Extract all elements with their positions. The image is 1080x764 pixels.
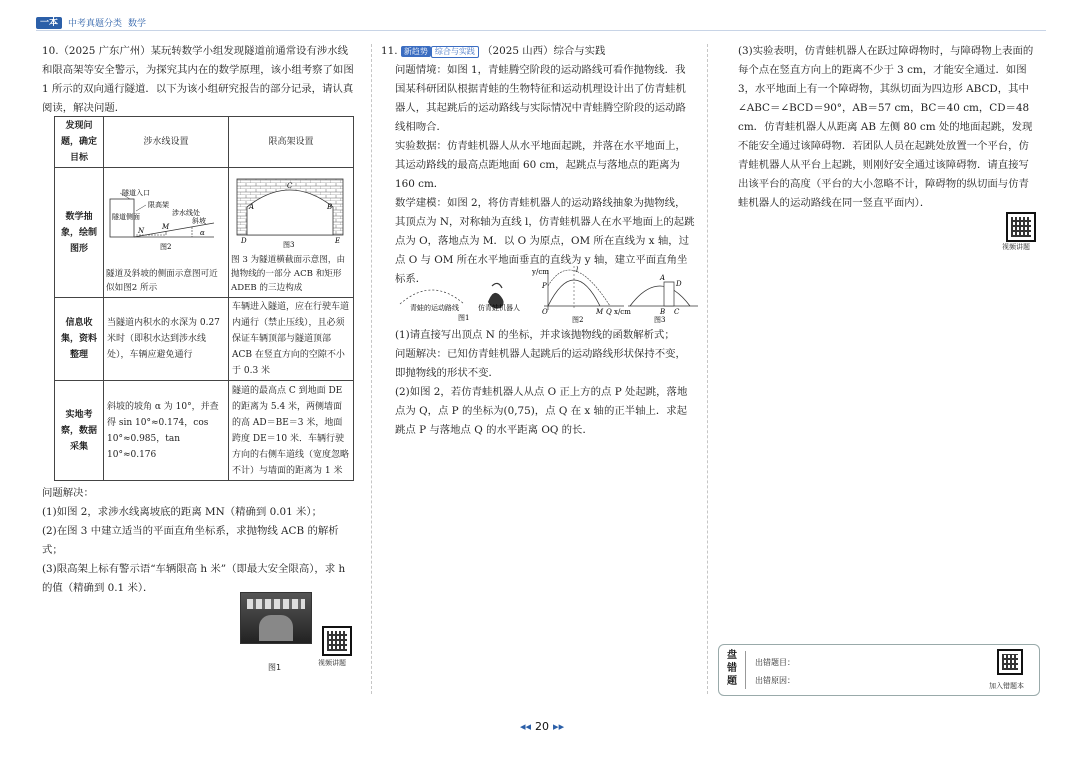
- q11-axis-y: y/cm: [532, 268, 549, 276]
- q11-axis-x: x/cm: [614, 308, 631, 316]
- fig3-point-a: A: [249, 203, 255, 211]
- fig3-caption: 图3: [283, 241, 295, 249]
- q11-figures: [392, 266, 708, 326]
- table-row-label: 实地考察，数据采集: [55, 381, 104, 481]
- q11-sub2: (2)如图 2，若仿青蛙机器人从点 O 正上方的点 P 处起跳，落地点为 Q，点 P 的坐标为(0,75)，点 Q 在 x 轴的正半轴上．求起跳点 P 与落地点 Q 的水平距离 OQ 的长．: [395, 386, 688, 436]
- video-label: 视频讲题: [318, 659, 346, 667]
- errbox-divider: [745, 651, 746, 689]
- table-cell-fig2: [104, 168, 229, 298]
- q11-fig2-caption: 图2: [572, 316, 584, 324]
- table-cell: 当隧道内积水的水深为 0.27 米时（即积水达到涉水线处），车辆应避免通行: [104, 298, 229, 381]
- page-number-value: 20: [535, 720, 550, 733]
- q10-fig1-caption: 图1: [268, 663, 282, 672]
- fig2-description: 隧道及斜坡的侧面示意图可近似如图2 所示: [106, 269, 218, 293]
- q10-tunnel-photo: [240, 592, 312, 644]
- q11-paragraph: 问题情境：如图 1，青蛙腾空阶段的运动路线可看作抛物线．我国某科研团队根据青蛙的生物特征和运动机理设计出了仿青蛙机器人，其起跳后的运动路线与实际情况中青蛙腾空阶段的运动路线相吻合．: [395, 64, 686, 133]
- q11-fig1-caption: 图1: [458, 314, 470, 322]
- fig2-label: 隧道侧面: [112, 213, 140, 221]
- header-rule: [36, 30, 1046, 31]
- q11-sub1b: 问题解决：已知仿青蛙机器人起跳后的运动路线形状保持不变，即抛物线的形状不变．: [395, 348, 686, 379]
- fig2-label: 限高架: [148, 201, 169, 209]
- qr-code-icon[interactable]: [322, 626, 352, 656]
- fig2-caption: 图2: [160, 243, 172, 251]
- q11-fig1-label: 青蛙的运动路线: [410, 304, 459, 312]
- q11-paragraph: 实验数据：仿青蛙机器人从水平地面起跳，并落在水平地面上，其运动路线的最高点距地面 60 cm，起跳点与落地点的距离为 160 cm．: [395, 140, 686, 190]
- q11-point-l: l: [576, 266, 579, 274]
- question-10: [42, 42, 356, 118]
- q11-title: [381, 42, 695, 61]
- errbox-label: 出错题目：: [755, 658, 795, 667]
- q11-fig3-point-c: C: [674, 308, 680, 316]
- q11-tag-practice: 综合与实践: [431, 46, 479, 58]
- q10-table-wrap: [54, 116, 354, 481]
- q11-point-o: O: [542, 308, 548, 316]
- video-label: 视频讲题: [1002, 243, 1030, 251]
- q11-number: 11.: [381, 45, 398, 57]
- q10-solution: [42, 484, 356, 598]
- fig3-description: 图 3 为隧道横截面示意图，由抛物线的一部分 ACB 和矩形 ADEB 的三边构成: [231, 255, 346, 293]
- fig2-point-n: N: [138, 227, 145, 235]
- fig3-point-b: B: [327, 203, 333, 211]
- table-header-cell: 涉水线设置: [104, 117, 229, 168]
- table-header-cell: 限高架设置: [229, 117, 354, 168]
- q11-fig1-label: 仿青蛙机器人: [478, 304, 520, 312]
- q10-sub2: (2)在图 3 中建立适当的平面直角坐标系，求抛物线 ACB 的解析式；: [42, 525, 339, 556]
- q11-source: （2025 山西）综合与实践: [482, 45, 606, 57]
- q11-fig3-point-a: A: [660, 274, 666, 282]
- q11-tag-trend: 新趋势: [401, 46, 431, 57]
- fig3-point-e: E: [335, 237, 341, 245]
- table-row-label: 信息收集，资料整理: [55, 298, 104, 381]
- figure-2-slope-diagram: [106, 187, 218, 267]
- column-divider: [707, 44, 708, 694]
- errbox-label: 出错原因：: [755, 676, 795, 685]
- table-header-cell: 发现问题，确定目标: [55, 117, 104, 168]
- table-cell: 斜坡的坡角 α 为 10°，并查得 sin 10°≈0.174，cos 10°≈0.985，tan 10°≈0.176: [104, 381, 229, 481]
- header-badge: 一本: [36, 17, 62, 29]
- page-header: [36, 16, 146, 29]
- error-review-box: [718, 644, 1040, 696]
- chevron-right-icon: ▸▸: [553, 720, 565, 733]
- fig3-point-c: C: [287, 182, 293, 190]
- q11-continued: [738, 42, 1038, 213]
- chevron-left-icon: ◂◂: [520, 720, 532, 733]
- column-divider: [371, 44, 372, 694]
- q11-fig3-caption: 图3: [654, 316, 666, 324]
- q10-intro: 10.（2025 广东广州）某玩转数学小组发现隧道前通常设有涉水线和限高架等安全警示，为探究其内在的数学原理，该小组考察了如图 1 所示的双向通行隧道．以下为该小组研究报告的部分记录，请认真阅读，解决问题．: [42, 45, 354, 114]
- fig2-label: 隧道入口: [122, 189, 150, 197]
- figure-3-tunnel-diagram: [231, 177, 349, 253]
- q11-paragraph: 数学建模：如图 2，将仿青蛙机器人的运动路线抽象为抛物线，其顶点为 N，对称轴为直线 l，仿青蛙机器人在水平地面上的起跳点为 O，落地点为 M．以 O 为原点，OM 所在直线为 x 轴，过点 O 与 OM 所在水平地面垂直的直线为 y 轴，建立平面直角坐标系．: [395, 197, 695, 285]
- errbox-add-label[interactable]: 加入错题本: [989, 682, 1024, 690]
- q10-sub1: (1)如图 2，求涉水线离坡底的距离 MN（精确到 0.01 米）；: [42, 506, 323, 518]
- table-cell: 隧道的最高点 C 到地面 DE 的距离为 5.4 米，两侧墙面的高 AD＝BE＝3 米，地面跨度 DE＝10 米．车辆行驶方向的右侧车道线（宽度忽略不计）与墙面的距离为 1 米: [229, 381, 354, 481]
- question-11: [381, 42, 695, 289]
- fig2-label: 斜坡: [192, 217, 206, 225]
- q11-point-q: Q: [606, 308, 612, 316]
- q10-solve-title: 问题解决：: [42, 487, 94, 499]
- fig2-angle: α: [200, 229, 205, 237]
- table-cell: 车辆进入隧道，应在行驶车道内通行（禁止压线），且必须保证车辆顶部与隧道顶部 ACB 在竖直方向的空隙不小于 0.3 米: [229, 298, 354, 381]
- q11-point-p: P: [542, 282, 547, 290]
- q11-sub3: (3)实验表明，仿青蛙机器人在跃过障碍物时，与障碍物上表面的每个点在竖直方向上的距离不少于 3 cm，才能安全通过．如图 3，水平地面上有一个障碍物，其纵切面为四边形 ABCD，其中∠ABC＝∠BCD＝90°，AB＝57 cm，BC＝40 cm，CD＝48 cm．仿青蛙机器人从距离 AB 左侧 80 cm 处的地面起跳，发现不能安全通过该障碍物．若团队人员在起跳处放置一个平台，仿青蛙机器人从平台上起跳，则刚好安全通过该障碍物．请直接写出该平台的高度（平台的大小忽略不计，障碍物的纵切面与仿青蛙机器人的运动路线在同一竖直平面内）．: [738, 45, 1034, 209]
- q10-table: [54, 116, 354, 481]
- header-subject: 数学: [128, 19, 147, 29]
- q11-fig3-point-d: D: [676, 280, 682, 288]
- q10-sub3: (3)限高架上标有警示语“车辆限高 h 米”（即最大安全限高），求 h 的值（精确到 0.1 米）．: [42, 563, 346, 594]
- table-row-label: 数学抽象，绘制图形: [55, 168, 104, 298]
- q11-sub1: (1)请直接写出顶点 N 的坐标，并求该抛物线的函数解析式；: [395, 329, 675, 341]
- q11-questions: [395, 326, 695, 440]
- qr-code-icon[interactable]: [1006, 212, 1036, 242]
- q11-point-m: M: [596, 308, 604, 316]
- errbox-title: 盘错题: [727, 650, 737, 687]
- fig2-point-m: M: [162, 223, 170, 231]
- fig3-point-d: D: [241, 237, 247, 245]
- fig2-label: 涉水线处: [172, 209, 200, 217]
- qr-code-icon[interactable]: [997, 649, 1023, 675]
- page-number: [520, 720, 564, 733]
- q11-fig3-point-b: B: [660, 308, 666, 316]
- table-cell-fig3: [229, 168, 354, 298]
- header-text: 中考真题分类: [68, 19, 123, 29]
